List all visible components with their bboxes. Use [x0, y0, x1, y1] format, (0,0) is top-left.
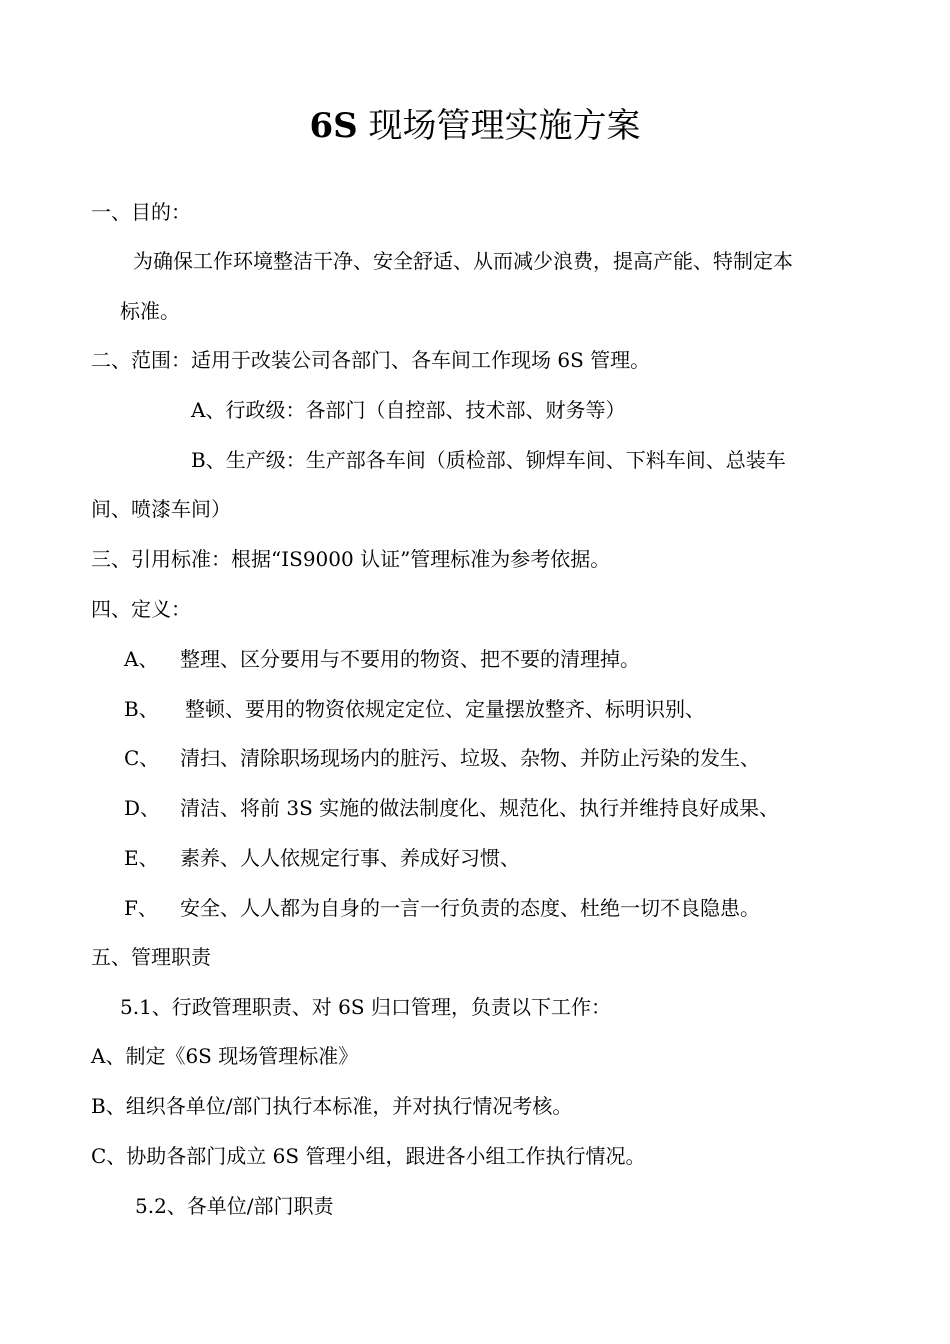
scope-line: 二、范围：适用于改装公司各部门、各车间工作现场 6S 管理。 — [91, 348, 651, 372]
definition-text: 清扫、清除职场现场内的脏污、垃圾、杂物、并防止污染的发生、 — [180, 746, 760, 770]
definition-letter: B、 — [124, 697, 159, 721]
definition-text: 整顿、要用的物资依规定定位、定量摆放整齐、标明识别、 — [185, 697, 705, 721]
definition-item — [124, 644, 640, 674]
definition-letter: E、 — [124, 846, 159, 870]
definition-heading: 四、定义： — [91, 597, 191, 621]
definition-letter: C、 — [124, 746, 160, 770]
definition-letter: F、 — [124, 896, 158, 920]
duty-5-2-line: 5.2、各单位/部门职责 — [135, 1194, 334, 1218]
purpose-heading: 一、目的： — [91, 200, 191, 224]
document-title — [0, 104, 950, 148]
scope-b-line-2: 间、喷漆车间） — [91, 497, 231, 521]
definition-text: 整理、区分要用与不要用的物资、把不要的清理掉。 — [180, 647, 640, 671]
definition-item — [124, 893, 760, 923]
reference-line: 三、引用标准：根据“IS9000 认证”管理标准为参考依据。 — [91, 547, 611, 571]
title-text: 现场管理实施方案 — [357, 106, 641, 146]
duty-heading: 五、管理职责 — [91, 945, 211, 969]
duty-a-line: A、制定《6S 现场管理标准》 — [91, 1044, 359, 1068]
scope-b-line-1: B、生产级：生产部各车间（质检部、铆焊车间、下料车间、总装车 — [191, 448, 786, 472]
definition-item — [124, 743, 760, 773]
definition-text: 清洁、将前 3S 实施的做法制度化、规范化、执行并维持良好成果、 — [180, 796, 780, 820]
title-prefix: 6S — [309, 106, 358, 146]
definition-text: 素养、人人依规定行事、养成好习惯、 — [180, 846, 520, 870]
purpose-line-2: 标准。 — [120, 299, 180, 323]
definition-item — [124, 843, 520, 873]
duty-5-1-line: 5.1、行政管理职责、对 6S 归口管理，负责以下工作： — [120, 995, 611, 1019]
definition-item — [124, 793, 779, 823]
duty-b-line: B、组织各单位/部门执行本标准，并对执行情况考核。 — [91, 1094, 573, 1118]
scope-a-line: A、行政级：各部门（自控部、技术部、财务等） — [191, 398, 626, 422]
definition-text: 安全、人人都为自身的一言一行负责的态度、杜绝一切不良隐患。 — [180, 896, 760, 920]
definition-letter: A、 — [124, 647, 159, 671]
definition-item — [124, 694, 705, 724]
duty-c-line: C、协助各部门成立 6S 管理小组，跟进各小组工作执行情况。 — [91, 1144, 646, 1168]
purpose-line-1: 为确保工作环境整洁干净、安全舒适、从而减少浪费，提高产能、特制定本 — [133, 249, 793, 273]
definition-letter: D、 — [124, 796, 161, 820]
